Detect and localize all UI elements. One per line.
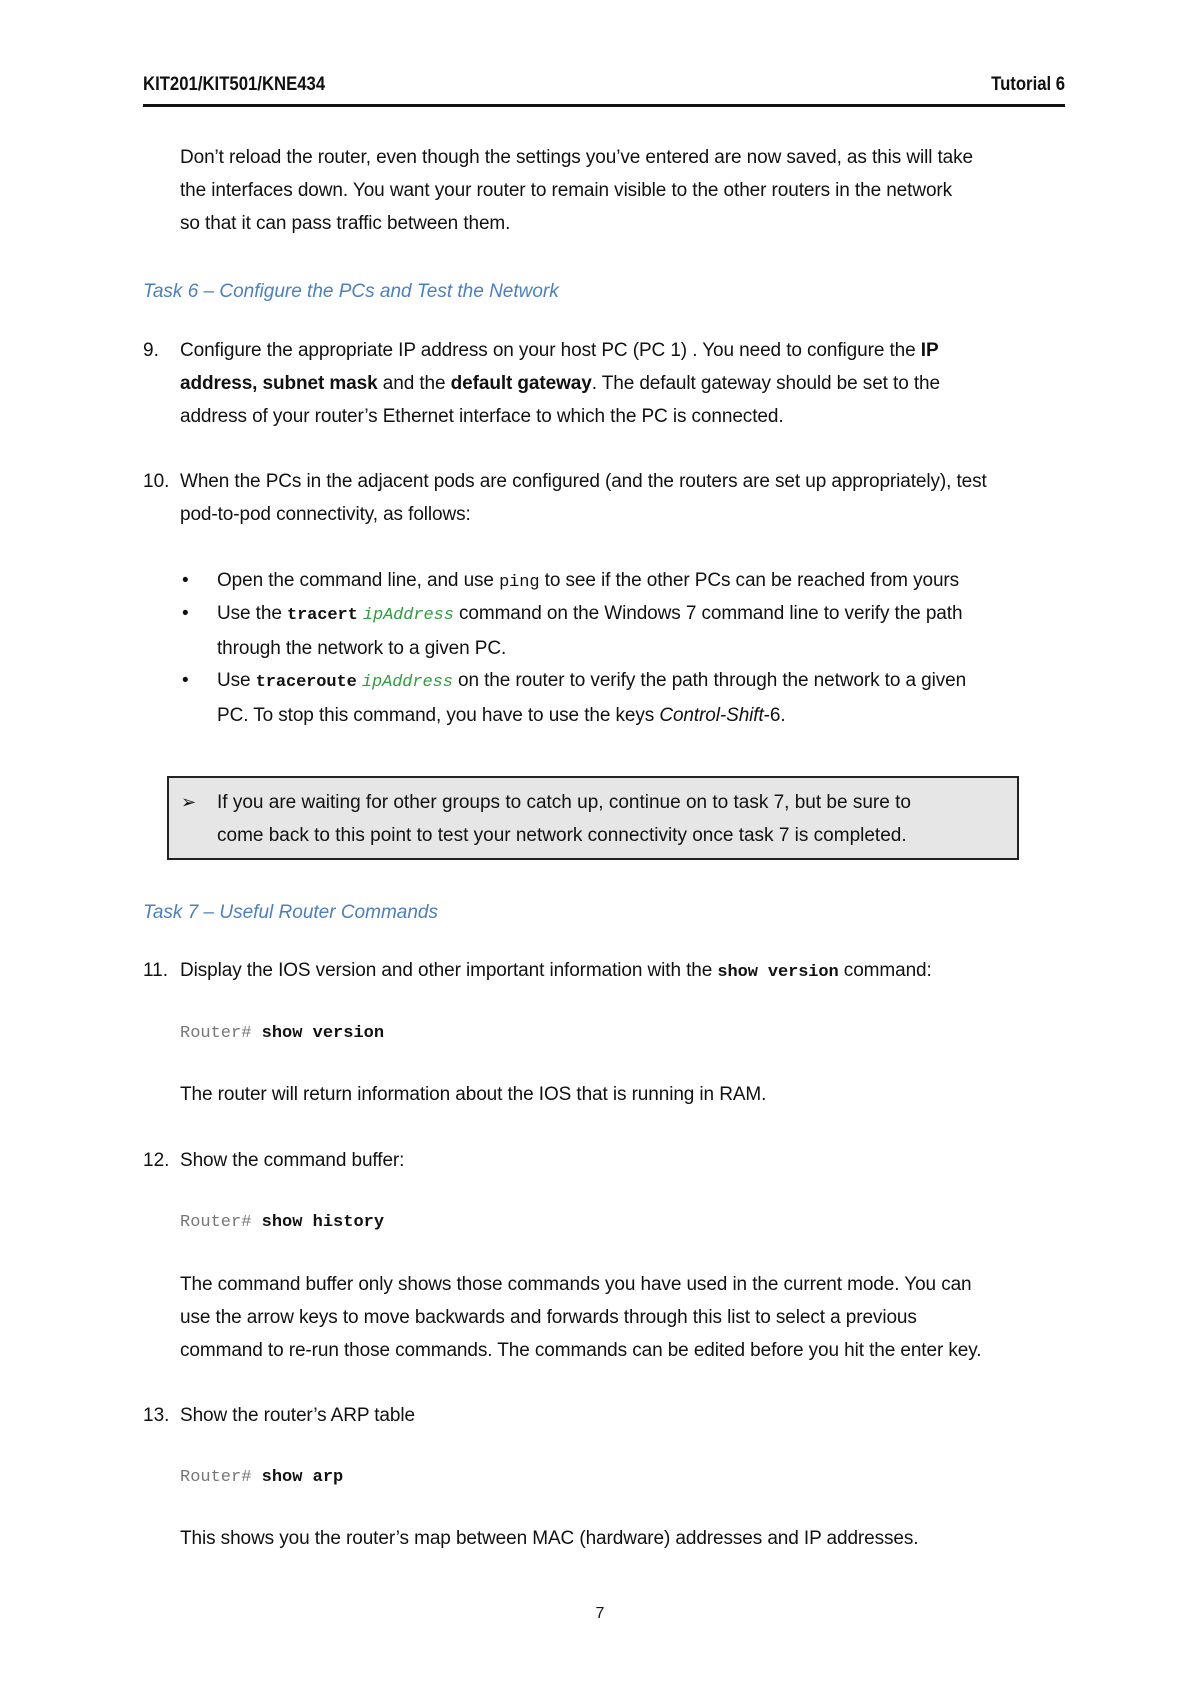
bullet-symbol: •: [182, 570, 189, 591]
bullet-line: [217, 699, 1067, 732]
command-text: show version: [261, 1024, 385, 1043]
show-version-inline: show version: [717, 963, 839, 982]
step9-text-part: Configure the appropriate IP address on your host PC (PC 1) . You need to configure the: [180, 340, 921, 361]
step10-text: [180, 465, 1070, 531]
step13-text: Show the router’s ARP table: [180, 1405, 415, 1426]
step9-bold-gateway: default gateway: [450, 373, 592, 394]
step13-number: 13.: [143, 1405, 170, 1426]
bullet-text: Open the command line, and use: [217, 570, 500, 591]
command-text: show arp: [261, 1468, 344, 1487]
bullet-traceroute: [217, 664, 1067, 732]
bullet-text: Use the: [217, 603, 287, 624]
step9-bold-ip: IP: [920, 340, 939, 361]
bullet-text: command on the Windows 7 command line to verify the path: [453, 603, 963, 624]
command-example: [180, 1024, 384, 1043]
command-text: show history: [261, 1213, 385, 1232]
intro-line: Don’t reload the router, even though the settings you’ve entered are now saved, as this will take: [180, 147, 974, 168]
step9-text: [180, 334, 1070, 433]
page-header: [143, 74, 1065, 107]
bullet-line: [217, 664, 1067, 699]
step9-bold-mask: address, subnet mask: [180, 373, 378, 394]
step11-description: The router will return information about the IOS that is running in RAM.: [180, 1084, 767, 1105]
step9-text-part: . The default gateway should be set to the: [591, 373, 940, 394]
step9-line: [180, 367, 1070, 400]
step11-text-part: command:: [838, 960, 932, 981]
note-line: come back to this point to test your network connectivity once task 7 is completed.: [217, 825, 907, 846]
traceroute-command: traceroute: [255, 673, 357, 692]
bullet-line: [217, 597, 1067, 632]
bullet-text: Use: [217, 670, 256, 691]
command-example: [180, 1468, 343, 1487]
intro-line: so that it can pass traffic between them.: [180, 213, 511, 234]
ping-command: ping: [499, 573, 540, 592]
step10-line: pod-to-pod connectivity, as follows:: [180, 504, 471, 525]
bullet-text: -6.: [763, 705, 786, 726]
bullet-symbol: •: [182, 603, 189, 624]
note-line: If you are waiting for other groups to catch up, continue on to task 7, but be sure to: [217, 792, 911, 813]
step9-line: [180, 334, 1070, 367]
arrow-icon: ➢: [181, 792, 197, 812]
desc-line: use the arrow keys to move backwards and forwards through this list to select a previous: [180, 1307, 917, 1328]
step10-number: 10.: [143, 471, 170, 492]
ip-address-arg: ipAddress: [362, 606, 454, 625]
desc-line: The command buffer only shows those commands you have used in the current mode. You can: [180, 1274, 972, 1295]
router-prompt: Router#: [180, 1213, 252, 1232]
note-box: [167, 776, 1019, 860]
bullet-text: PC. To stop this command, you have to use the keys: [217, 705, 660, 726]
step9-text-part: and the: [377, 373, 451, 394]
bullet-line: through the network to a given PC.: [217, 638, 507, 659]
task7-heading: Task 7 – Useful Router Commands: [143, 902, 438, 923]
step11-text-part: Display the IOS version and other important information with the: [180, 960, 718, 981]
command-example: [180, 1213, 384, 1232]
bullet-text: on the router to verify the path through the network to a given: [452, 670, 967, 691]
course-code: KIT201/KIT501/KNE434: [143, 74, 326, 95]
desc-line: command to re-run those commands. The commands can be edited before you hit the enter key.: [180, 1340, 982, 1361]
bullet-symbol: •: [182, 670, 189, 691]
tracert-command: tracert: [286, 606, 358, 625]
step12-text: Show the command buffer:: [180, 1150, 405, 1171]
step12-number: 12.: [143, 1150, 170, 1171]
intro-paragraph: [180, 141, 1070, 240]
step11-text: [180, 954, 1070, 989]
step9-line: address of your router’s Ethernet interface to which the PC is connected.: [180, 406, 784, 427]
step11-number: 11.: [143, 960, 169, 981]
bullet-ping: [217, 564, 1067, 599]
step10-line: When the PCs in the adjacent pods are configured (and the routers are set up appropriately), test: [180, 471, 987, 492]
note-text: [217, 786, 1007, 852]
bullet-text: to see if the other PCs can be reached from yours: [539, 570, 960, 591]
intro-line: the interfaces down. You want your router to remain visible to the other routers in the network: [180, 180, 953, 201]
ip-address-arg: ipAddress: [361, 673, 453, 692]
step13-description: This shows you the router’s map between MAC (hardware) addresses and IP addresses.: [180, 1528, 919, 1549]
router-prompt: Router#: [180, 1468, 252, 1487]
bullet-tracert: [217, 597, 1067, 665]
key-combo: Control-Shift: [659, 705, 764, 726]
router-prompt: Router#: [180, 1024, 252, 1043]
task6-heading: Task 6 – Configure the PCs and Test the Network: [143, 281, 559, 302]
step9-number: 9.: [143, 340, 159, 361]
step12-description: [180, 1268, 1070, 1367]
tutorial-title: Tutorial 6: [990, 74, 1065, 95]
page-number: 7: [595, 1605, 605, 1622]
